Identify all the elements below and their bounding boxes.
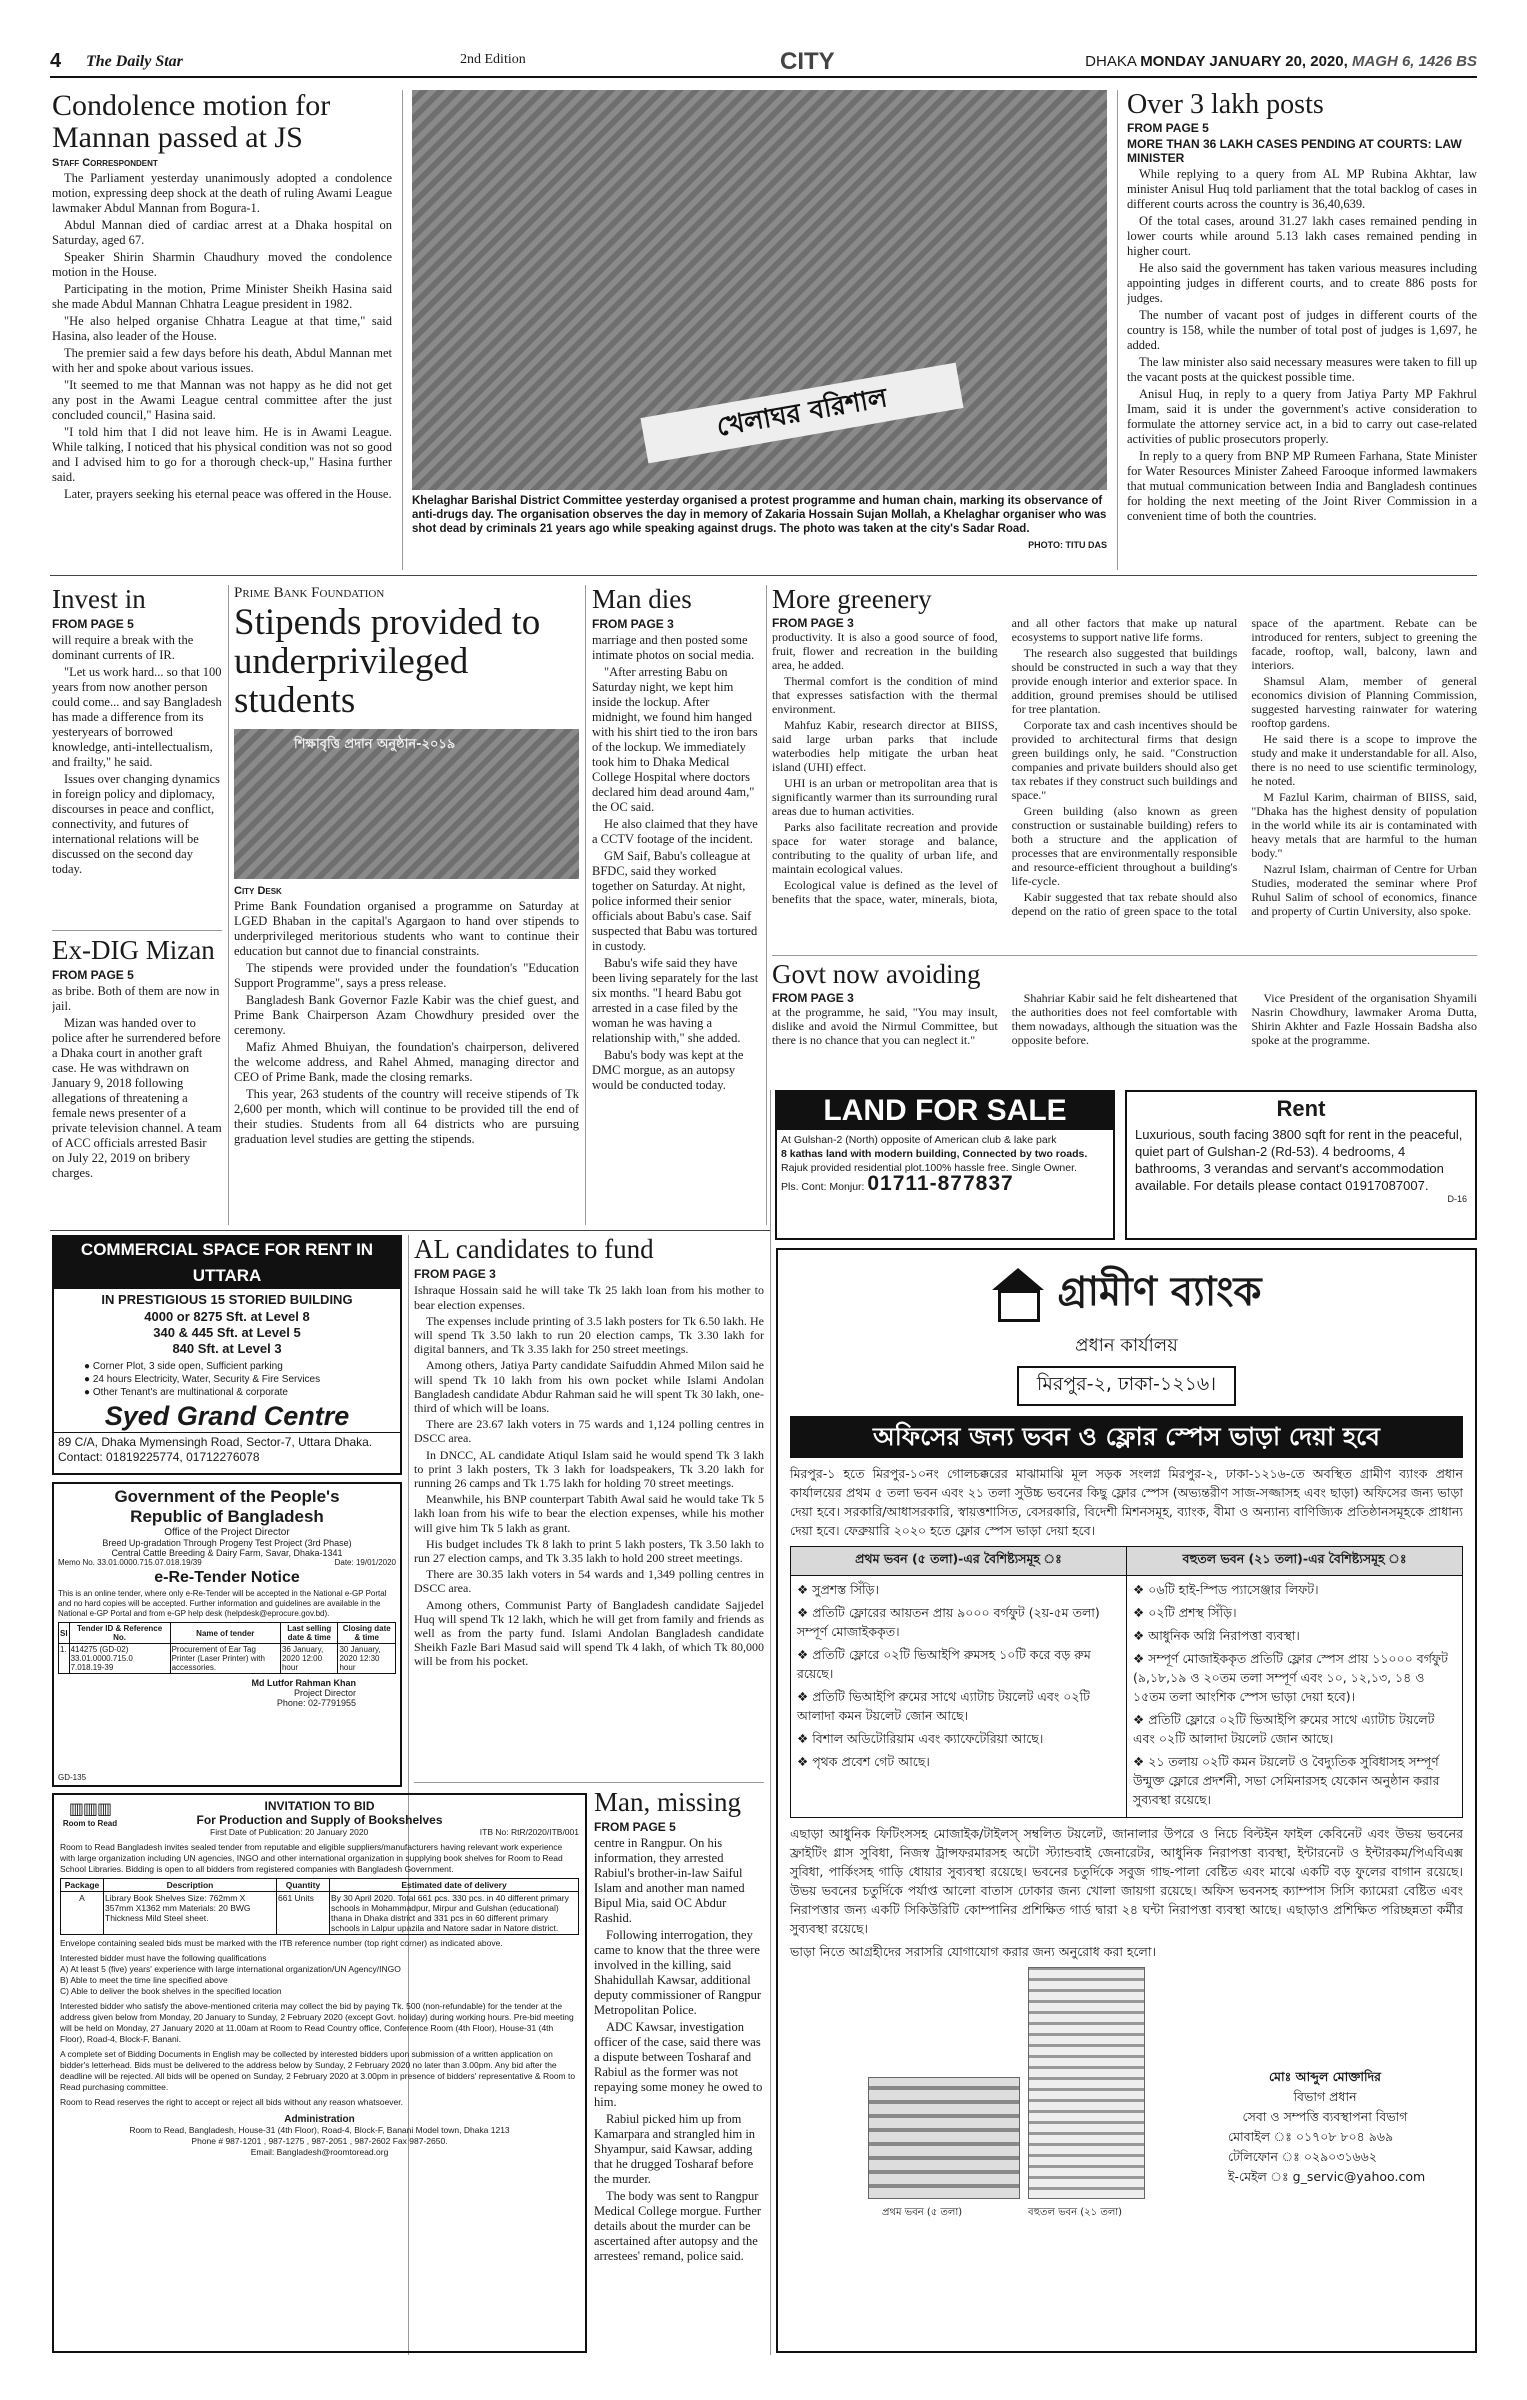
- condolence-body: The Parliament yesterday unanimously adopted a condolence motion, expressing deep shock at the death of ruling Awami League lawmaker Abdul Mannan from Bogura-1. Abdul Mannan died of cardiac arrest at a Dhaka hospital on Saturday, aged 67. Speaker Shirin Sharmin Chaudhury moved the condolence motion in the House. Participating in the motion, Prime Minister Sheikh Hasina said she made Abdul Mannan Chhatra League president in 1982. "He also helped organise Chhatra League at that time," said Hasina, also leader of the House. The premier said a few days before his death, Abdul Mannan met with her and spoke about various issues. "It seemed to me that Mannan was not happy as he did not get any post in the Awami League central committee after the just concluded council," Hasina said. "I told him that I did not leave him. He is in Awami League. While talking, I noticed that his physical condition was not so good and I advised him to go for a thorough check-up," Hasina further said. Later, prayers seeking his eternal peace was offered in the House.: [52, 171, 392, 501]
- land-ad-phone: 01711-877837: [867, 1172, 1014, 1195]
- photo-caption: Khelaghar Barishal District Committee yesterday organised a protest programme and human chain, marking its observance of anti-drugs day. The organisation observes the day in memory of Zakaria Hossain Sujan Mollah, a Khelaghar organiser who was shot dead by criminals 21 years ago while speaking against drugs. The photo was taken at the city's Sadar Road. PHOTO: TITU DAS: [412, 495, 1107, 550]
- lakh-body: While replying to a query from AL MP Rubina Akhtar, law minister Anisul Huq told parliament that the total backlog of cases in different courts across the country is 36,40,639. Of the total cases, around 31.27 lakh cases remained pending in lower courts while around 5.13 lakh cases remained pending in higher court. He also said the government has taken various measures including appointing judges in different courts, and to create 886 posts for judges. The number of vacant post of judges in different courts of the country is 158, while the number of total post of judges is 1,697, he added. The law minister also said necessary measures were taken to fill up the vacant posts at the quickest possible time. Anisul Huq, in reply to a query from Jatiya Party MP Fakhrul Imam, said it is under the government's active consideration to formulate the attorney service act, in a bid to carry out case-related activities of public prosecutors properly. In reply to a query from BNP MP Rumeen Farhana, State Minister for Water Resources Minister Zaheed Farooque informed lawmakers that mutual communication between India and Bangladesh continues for holding the next meeting of the Joint River Commission in a convenient time of both the countries.: [1127, 167, 1477, 524]
- dateline-bdate: MAGH 6, 1426 BS: [1351, 53, 1477, 70]
- photo-credit: PHOTO: TITU DAS: [1028, 540, 1107, 550]
- edition-label: 2nd Edition: [460, 52, 526, 67]
- commercial-ad-name: Syed Grand Centre: [104, 1401, 350, 1431]
- grameen-logo-icon: [992, 1268, 1044, 1320]
- section-title: CITY: [780, 50, 835, 75]
- al-candidates-article: AL candidates to fund FROM PAGE 3 Ishraque Hossain said he will take Tk 25 lakh loan from his mother to bear election expenses. The expenses include printing of 3.5 lakh posters for Tk 6.50 lakh. He will spend Tk 3.50 lakh to run 20 election camps, Tk 3.30 lakh for digital banners, and Tk 3.35 lakh for 250 street meetings. Among others, Jatiya Party candidate Saifuddin Ahmed Milon said he will spend Tk 10 lakh from his own pocket while Islami Andolan Bangladesh candidate Abdur Rahman said he will spent Tk 30 lakh, one-third of which will be loans. There are 23.67 lakh voters in 75 wards and 1,124 polling centres in DSCC area. In DNCC, AL candidate Atiqul Islam said he would spend Tk 3 lakh to print 3 lakh posters, Tk 3 lakh for loadspeakers, Tk 3.20 lakh for running 26 camps and Tk 1.75 lakh for holding 70 street meetings. Meanwhile, his BNP counterpart Tabith Awal said he would take Tk 5 lakh loan from his wife to bear the election expenses, while his mother will give him Tk 5 lakh as grant. His budget includes Tk 8 lakh to print 5 lakh posters, Tk 3.50 lakh to run 27 election camps, and Tk 3.35 lakh to hold 200 street meetings. There are 30.35 lakh voters in 54 wards and 1,349 polling centres in DSCC area. Among others, Communist Party of Bangladesh candidate Sajjedel Huq will spend Tk 12 lakh, which he will get from family and friends as well as from the party fund. Islami Andolan Bangladesh candidate Sheikh Fazle Bari Masud said will spend Tk 4 lakh, of which Tk 80,000 will be from his pocket.: [414, 1235, 764, 1669]
- mandies-article: Man dies FROM PAGE 3 marriage and then posted some intimate photos on social media. "After arresting Babu on Saturday night, we kept him inside the lockup. After midnight, we found him hanged with his shirt tied to the iron bars of the lockup. We immediately took him to Dhaka Medical College Hospital where doctors declared him dead around 4am," the OC said. He also claimed that they have a CCTV footage of the incident. GM Saif, Babu's colleague at BFDC, said they worked together on Saturday. At night, police informed their senior officials about Babu's case. Saif suspected that Babu was tortured in custody. Babu's wife said they have been living separately for the last six months. "I heard Babu got arrested in a case filed by the woman he was having a relationship with," she added. Babu's body was kept at the DMC morgue, as an autopsy would be conducted today.: [592, 585, 759, 1093]
- exdig-article: Ex-DIG Mizan FROM PAGE 5 as bribe. Both of them are now in jail. Mizan was handed over to police after he surrendered before a Dhaka court in another graft case. He was withdrawn on January 9, 2018 following allegations of threatening a female news presenter of a private television channel. A team of ACC officials arrested Basir on July 22, 2019 on bribery charges.: [52, 936, 222, 1181]
- grameen-features-table: প্রথম ভবন (৫ তলা)-এর বৈশিষ্ট্যসমূহ ঃ বহুতল ভবন (২১ তলা)-এর বৈশিষ্ট্যসমূহ ঃ ❖ সুপ্রশস্ত সিঁড়ি। ❖ প্রতিটি ফ্লোরের আয়তন প্রায় ৯০০০ বর্গফুট (২য়-৫ম তলা) সম্পূর্ণ মোজাইককৃত। ❖ প্রতিটি ফ্লোরে ০২টি ভিআইপি রুমসহ ১০টি করে বড় রুম রয়েছে। ❖ প্রতিটি ভিআইপি রুমের সাথে এ্যাটাচ টয়লেট এবং ০২টি আলাদা কমন টয়লেট জোন আছে। ❖ বিশাল অডিটোরিয়াম এবং ক্যাফেটেরিয়া আছে। ❖ পৃথক প্রবেশ গেট আছে। ❖ ০৬টি হাই-স্পিড প্যাসেঞ্জার লিফট। ❖ ০২টি প্রশস্থ সিঁড়ি। ❖ আধুনিক অগ্নি নিরাপত্তা ব্যবস্থা। ❖ সম্পূর্ণ মোজাইককৃত প্রতিটি ফ্লোর স্পেস প্রায় ১১০০০ বর্গফুট (৯,১৮,১৯ ও ২০তম তলা সম্পূর্ণ এবং ১০, ১২,১৩, ১৪ ও ১৫তম তলা আংশিক স্পেস ভাড়া দেয়া হবে)। ❖ প্রতিটি ফ্লোরে ০২টি ভিআইপি রুমের সাথে এ্যাটাচ টয়লেট এবং ০২টি আলাদা টয়লেট জোন আছে। ❖ ২১ তলায় ০২টি কমন টয়লেট ও বৈদ্যুতিক সুবিধাসহ সম্পূর্ণ উন্মুক্ত ফ্লোরে প্রদর্শনী, সভা সেমিনারসহ যেকোন অনুষ্ঠান করার সুব্যবস্থা রয়েছে।: [790, 1546, 1463, 1818]
- stipends-photo: শিক্ষাবৃত্তি প্রদান অনুষ্ঠান-২০১৯: [234, 729, 579, 879]
- lakh-headline: Over 3 lakh posts: [1127, 90, 1324, 120]
- commercial-space-ad: COMMERCIAL SPACE FOR RENT IN UTTARA IN PRESTIGIOUS 15 STORIED BUILDING 4000 or 8275 Sft. at Level 8 340 & 445 Sft. at Level 5 840 Sft. at Level 3 ● Corner Plot, 3 side open, Sufficient parking ● 24 hours Electricity, Water, Security & Fire Services ● Other Tenant's are multinational & corporate Syed Grand Centre 89 C/A, Dhaka Mymensingh Road, Sector-7, Uttara Dhaka. Contact: 01819225774, 01712276078: [52, 1235, 402, 1475]
- grameen-banner: অফিসের জন্য ভবন ও ফ্লোর স্পেস ভাড়া দেয়া হবে: [790, 1416, 1463, 1458]
- rent-ad: Rent Luxurious, south facing 3800 sqft for rent in the peaceful, quiet part of Gulshan-2 (Rd-53). 4 bedrooms, 4 bathrooms, 3 verandas and servant's accommodation available. For details please contact 01917087007. D-16: [1125, 1090, 1477, 1240]
- dateline: [1085, 53, 1477, 70]
- avoiding-article: Govt now avoiding FROM PAGE 3 at the programme, he said, "You may insult, dislike and avoid the Nirmul Committee, but there is no chance that you can neglect it." Shahriar Kabir said he felt disheartened that the authorities does not feel comfortable with them nowadays, although the situation was the opposite before. Vice President of the organisation Shyamili Nasrin Chowdhury, lawmaker Aroma Dutta, Shirin Akhter and Fazle Hossain Badsha also spoke at the programme.: [772, 960, 1477, 1048]
- paper-logo: The Daily Star: [86, 53, 183, 70]
- page-number: 4: [50, 50, 62, 72]
- masthead: [50, 50, 1477, 78]
- itb-table: Package Description Quantity Estimated date of delivery A Library Book Shelves Size: 762mm X 357mm X1362 mm Materials: 20 BWG Thickness Mild Steel sheet. 661 Units By 30 April 2020. Total 661 pcs. 330 pcs. in 40 different primary schools in Mohammadpur, Mirpur and Gulshan (educational) thana in Dhaka district and 331 pcs in 60 different primary schools in Lalpur upazila and Natore sadar in Natore district.: [60, 1878, 579, 1935]
- invest-article: Invest in FROM PAGE 5 will require a break with the dominant currents of IR. "Let us work hard... so that 100 years from now another person could come... and say Bangladesh has made a difference from its yesteryears of borrowed knowledge, anti-intellectualism, and frailty," he said. Issues over changing dynamics in foreign policy and diplomacy, discourses in peace and conflict, connectivity, and futures of international relations will be discussed on the second day today.: [52, 585, 222, 877]
- dateline-date: MONDAY JANUARY 20, 2020,: [1140, 53, 1348, 70]
- lakh-subhead: MORE THAN 36 LAKH CASES PENDING AT COURTS: LAW MINISTER: [1127, 137, 1462, 166]
- dateline-city: DHAKA: [1085, 53, 1137, 70]
- e-retender-notice: Government of the People's Republic of Bangladesh Office of the Project Director Breed Up-gradation Through Progeny Test Project (3rd Phase) Central Cattle Breeding & Dairy Farm, Savar, Dhaka-1341 Memo No. 33.01.0000.715.07.018.19/39 Date: 19/01/2020 e-Re-Tender Notice This is an online tender, where only e-Re-Tender will be accepted in the National e-GP Portal and no hard copies will be accepted. Further information and guidelines are available in the National e-GP Portal and from e-GP help desk (helpdesk@eprocure.gov.bd). Sl Tender ID & Reference No. Name of tender Last selling date & time Closing date & time 1. 414275 (GD-02) 33.01.0000.715.0 7.018.19-39 Procurement of Ear Tag Printer (Laser Printer) with accessories. 36 January, 2020 12:00 hour 30 January, 2020 12:30 hour Md Lutfor Rahman Khan Project Director Phone: 02-7791955 GD-135: [52, 1482, 402, 1787]
- condolence-headline: Condolence motion for Mannan passed at JS: [52, 90, 331, 154]
- grameen-bank-ad: গ্রামীণ ব্যাংক প্রধান কার্যালয় মিরপুর-২, ঢাকা-১২১৬। অফিসের জন্য ভবন ও ফ্লোর স্পেস ভাড়া দেয়া হবে মিরপুর-১ হতে মিরপুর-১০নং গোলচক্করের মাঝামাঝি মূল সড়ক সংলগ্ন মিরপুর-২, ঢাকা-১২১৬-তে অবস্থিত গ্রামীণ ব্যাংক প্রধান কার্যালয়ের প্রথম ৫ তলা ভবন এবং ২১ তলা সুউচ্চ ভবনের কিছু ফ্লোর স্পেস (অভ্যন্তরীণ সাজ-সজ্জাসহ এবং ছাড়া) অফিসের জন্য ভাড়া দেয়া হবে। সরকারি/আধাসরকারি, স্বায়ত্তশাসিত, বেসরকারি, বিদেশী মিশনসমূহ, ব্যাংক, বীমা ও অন্যান্য বাণিজ্যিক প্রতিষ্ঠানসমূহকে প্রাধান্য দেয়া হবে। ফেব্রুয়ারি ২০২০ হতে ফ্লোর স্পেস ভাড়া দেয়া হবে। প্রথম ভবন (৫ তলা)-এর বৈশিষ্ট্যসমূহ ঃ বহুতল ভবন (২১ তলা)-এর বৈশিষ্ট্যসমূহ ঃ ❖ সুপ্রশস্ত সিঁড়ি। ❖ প্রতিটি ফ্লোরের আয়তন প্রায় ৯০০০ বর্গফুট (২য়-৫ম তলা) সম্পূর্ণ মোজাইককৃত। ❖ প্রতিটি ফ্লোরে ০২টি ভিআইপি রুমসহ ১০টি করে বড় রুম রয়েছে। ❖ প্রতিটি ভিআইপি রুমের সাথে এ্যাটাচ টয়লেট এবং ০২টি আলাদা কমন টয়লেট জোন আছে। ❖ বিশাল অডিটোরিয়াম এবং ক্যাফেটেরিয়া আছে। ❖ পৃথক প্রবেশ গেট আছে। ❖ ০৬টি হাই-স্পিড প্যাসেঞ্জার লিফট। ❖ ০২টি প্রশস্থ সিঁড়ি। ❖ আধুনিক অগ্নি নিরাপত্তা ব্যবস্থা। ❖ সম্পূর্ণ মোজাইককৃত প্রতিটি ফ্লোর স্পেস প্রায় ১১০০০ বর্গফুট (৯,১৮,১৯ ও ২০তম তলা সম্পূর্ণ এবং ১০, ১২,১৩, ১৪ ও ১৫তম তলা আংশিক স্পেস ভাড়া দেয়া হবে)। ❖ প্রতিটি ফ্লোরে ০২টি ভিআইপি রুমের সাথে এ্যাটাচ টয়লেট এবং ০২টি আলাদা টয়লেট জোন আছে। ❖ ২১ তলায় ০২টি কমন টয়লেট ও বৈদ্যুতিক সুবিধাসহ সম্পূর্ণ উন্মুক্ত ফ্লোরে প্রদর্শনী, সভা সেমিনারসহ যেকোন অনুষ্ঠান করার সুব্যবস্থা রয়েছে। এছাড়া আধুনিক ফিটিংসসহ মোজাইক/টাইলস্ সম্বলিত টয়লেট, জানালার উপরে ও নিচে বিল্টইন ফাইল কেবিনেট এবং উভয় ভবনের ফ্রাইটিং গ্লাস সুবিধা, নিজস্ব ট্রান্সফরমারসহ অটো স্ট্যান্ডবাই জেনারেটর, আধুনিক নিরাপত্তা ব্যবস্থা, ইন্টারনেট ও ইন্টারকম/পিএবিএক্স সুবিধা, পার্কিংসহ গাড়ি ধোয়ার সুব্যবস্থা রয়েছে। ভবনের চতুর্দিকে সবুজ গাছ-পালা বেষ্টিত এবং মাঝে একটি বড় ফুলের বাগান রয়েছে। উভয় ভবনের চতুর্দিকে পর্যাপ্ত আলো বাতাস ঢোকার জন্য খোলা জায়গা রয়েছে। অফিস ভবনসহ ক্যাম্পাস সিসি ক্যামেরা বেষ্টিত এবং নিরাপত্তার জন্য একটি সিকিউরিটি কোম্পানির প্রশিক্ষিত গার্ড দ্বারা ২৪ ঘন্টা নিরাপত্তা ব্যবস্থা আছে। এছাড়াও প্রশিক্ষিত পরিচ্ছন্নতা কর্মীর সুব্যবস্থা রয়েছে। ভাড়া নিতে আগ্রহীদের সরাসরি যোগাযোগ করার জন্য অনুরোধ করা হলো। প্রথম ভবন (৫ তলা) বহুতল ভবন (২১ তলা) মোঃ আব্দুল মোক্তাদির বিভাগ প্রধান সেবা ও সম্পত্তি ব্যবস্থাপনা বিভাগ মোবাইল ঃ ০১৭০৮ ৮০৪ ৯৬৯ টেলিফোন ঃ ০২৯০৩১৬৬২ ই-মেইল ঃ g_servic@yahoo.com: [776, 1248, 1477, 2353]
- condolence-article: [52, 90, 392, 565]
- condolence-byline: Staff Correspondent: [52, 157, 158, 169]
- stipends-kicker: Prime Bank Foundation: [234, 585, 385, 601]
- tower-building-photo: [1028, 1967, 1145, 2199]
- photo-banner: খেলাঘর বরিশাল: [640, 363, 963, 464]
- invitation-to-bid-ad: ▥▥▥ Room to Read INVITATION TO BID For Production and Supply of Bookshelves First Date of Publication: 20 January 2020 ITB No: RtR/2020/ITB/001 Room to Read Bangladesh invites sealed tender from reputable and eligible suppliers/manufacturers having relevant work experience with large organization including UN agencies, INGO and other international organization in supplying book shelves for Room to Read School Libraries. Bidding is open to all bidders from registered companies with Bangladesh Government. Package Description Quantity Estimated date of delivery A Library Book Shelves Size: 762mm X 357mm X1362 mm Materials: 20 BWG Thickness Mild Steel sheet. 661 Units By 30 April 2020. Total 661 pcs. 330 pcs. in 40 different primary schools in Mohammadpur, Mirpur and Gulshan (educational) thana in Dhaka district and 331 pcs in 60 different primary schools in Lalpur upazila and Natore sadar in Natore district. Envelope containing sealed bids must be marked with the ITB reference number (top right corner) as indicated above. Interested bidder must have the following qualifications A) At least 5 (five) years' experience with large international organization/UN Agency/INGO B) Able to meet the time line specified above C) Able to deliver the book shelves in the specified location Interested bidder who satisfy the above-mentioned criteria may collect the bid by paying Tk. 500 (non-refundable) for the tender at the address given below from Monday, 20 January to Sunday, 2 February 2020 (except Govt. holiday) during working hours. Pre-bid meeting will be held on Monday, 27 January 2020 at 11.00am at Room to Read Country office, Conference Room (4th Floor), House-31 (4th Floor), Road-4, Block-F, Banani. A complete set of Bidding Documents in English may be collected by interested bidders upon submission of a written application on bidder's letterhead. Bids must be delivered to the address below by Sunday, 2 February 2020 no later than 3.00pm. Any bid after the deadline will be rejected. All bids will be opened on Sunday, 2 February 2020 at 3.00pm in presence of bidders' representative & Room to Read purchasing committee. Room to Read reserves the right to accept or reject all bids without any reason whatsoever. Administration Room to Read, Bangladesh, House-31 (4th Floor), Road-4, Block-F, Banani Model town, Dhaka 1213 Phone # 987-1201 , 987-1275 , 987-2051 , 987-2602 Fax 987-2650. Email: Bangladesh@roomtoread.org: [52, 1793, 587, 2353]
- human-chain-photo: [412, 90, 1107, 490]
- room-to-read-logo: ▥▥▥ Room to Read: [62, 1801, 118, 1828]
- man-missing-article: Man, missing FROM PAGE 5 centre in Rangpur. On his information, they arrested Rabiul's brother-in-law Saiful Islam and another man named Bipul Mia, said OC Abdur Rashid. Following interrogation, they came to know that the three were involved in the killing, said Shahidullah Kawsar, additional deputy commissioner of Rangpur Metropolitan Police. ADC Kawsar, investigation officer of the case, said there was a dispute between Tosharaf and Rabiul as the former was not repaying some money he owed to him. Rabiul picked him up from Kamarpara and strangled him in Shyampur, said Kawsar, adding that he drugged Tosharaf before the murder. The body was sent to Rangpur Medical College morgue. Further details about the murder can be ascertained after autopsy and the arrestees' remand, police said.: [594, 1788, 763, 2264]
- stipends-article: Prime Bank Foundation Stipends provided to underprivileged students শিক্ষাবৃত্তি প্রদান অনুষ্ঠান-২০১৯ City Desk Prime Bank Foundation organised a programme on Saturday at LGED Bhaban in the capital's Agargaon to hand over stipends to underprivileged meritorious students who want to continue their education but cannot due to financial constraints. The stipends were provided under the foundation's "Education Support Programme", says a press release. Bangladesh Bank Governor Fazle Kabir was the chief guest, and Prime Bank Chairperson Azam Chowdhury presided over the ceremony. Mafiz Ahmed Bhuiyan, the foundation's chairperson, delivered the welcome address, and Rahel Ahmed, managing director and CEO of Prime Bank, made the closing remarks. This year, 263 students of the country will receive stipends of Tk 2,600 per month, which will continue to be provided till the end of their studies. Students from all 64 districts who are pursuing graduation level studies are getting the stipends.: [234, 585, 579, 1146]
- tender-table: Sl Tender ID & Reference No. Name of tender Last selling date & time Closing date & time 1. 414275 (GD-02) 33.01.0000.715.0 7.018.19-39 Procurement of Ear Tag Printer (Laser Printer) with accessories. 36 January, 2020 12:00 hour 30 January, 2020 12:30 hour: [58, 1622, 396, 1674]
- lakh-article: Over 3 lakh posts FROM PAGE 5 MORE THAN 36 LAKH CASES PENDING AT COURTS: LAW MINISTER While replying to a query from AL MP Rubina Akhtar, law minister Anisul Huq told parliament that the total backlog of cases in different courts across the country is 36,40,639. Of the total cases, around 31.27 lakh cases remained pending in lower courts while around 5.13 lakh cases remained pending in higher court. He also said the government has taken various measures including appointing judges in different courts, and to create 886 posts for judges. The number of vacant post of judges in different courts of the country is 158, while the number of total post of judges is 1,697, he added. The law minister also said necessary measures were taken to fill up the vacant posts at the quickest possible time. Anisul Huq, in reply to a query from Jatiya Party MP Fakhrul Imam, said it is under the government's active consideration to formulate the attorney service act, in a bid to carry out case-related activities of public prosecutors properly. In reply to a query from BNP MP Rumeen Farhana, State Minister for Water Resources Minister Zaheed Farooque informed lawmakers that mutual communication between India and Bangladesh continues for holding the next meeting of the Joint River Commission in a convenient time of both the countries.: [1127, 90, 1477, 524]
- greenery-article: More greenery FROM PAGE 3 productivity. It is also a good source of food, fruit, flower and recreation in the building area, he added. Thermal comfort is the condition of mind that expresses satisfaction with the thermal environment. Mahfuz Kabir, research director at BIISS, said large urban parks that include waterbodies help mitigate the urban heat island (UHI) effect. UHI is an urban or metropolitan area that is significantly warmer than its surrounding rural areas due to human activities. Parks also facilitate recreation and provide space for water storage and balance, contributing to the quality of urban life, and maintain ecological values. Ecological value is defined as the level of benefits that the space, water, minerals, biota, and all other factors that make up natural ecosystems to support native life forms. The research also suggested that buildings should be constructed in such a way that they provide enough interior and exterior space. In addition, ground premises should be utilised for tree plantation. Corporate tax and cash incentives should be provided to architectural firms that design green buildings only, he said. "Construction companies and private builders should also get tax rebates if they construct such buildings and space." Green building (also known as green construction or sustainable building) refers to both a structure and the application of processes that are environmentally responsible and resource-efficient throughout a building's life-cycle. Kabir suggested that tax rebate should also depend on the ratio of green space to the total space of the apartment. Rebate can be introduced for renters, subject to greening the facade, rooftop, wall, balcony, lawn and interiors. Shamsul Alam, member of general economics division of Planning Commission, suggested harvesting rainwater for watering rooftop gardens. He said there is a scope to improve the study and make it understandable for all. Also, there is no need to use scientific terminology, he noted. M Fazlul Karim, chairman of BIISS, said, "Dhaka has the highest density of population in the world while its air is contaminated with heavy metals that are harmful to the human body." Nazrul Islam, chairman of Centre for Urban Studies, moderated the seminar where Prof Ruhul Salim of school of economics, finance and property of Curtin University, also spoke.: [772, 585, 1477, 919]
- land-for-sale-ad: LAND FOR SALE At Gulshan-2 (North) opposite of American club & lake park 8 kathas land with modern building, Connected by two roads. Rajuk provided residential plot.100% hassle free. Single Owner. Pls. Cont: Monjur: 01711-877837: [775, 1090, 1115, 1240]
- stipends-headline: Stipends provided to underprivileged students: [234, 602, 541, 721]
- five-storied-building-photo: [868, 2077, 1020, 2199]
- grameen-title: গ্রামীণ ব্যাংক: [1057, 1269, 1262, 1315]
- grameen-contact: মোঃ আব্দুল মোক্তাদির বিভাগ প্রধান সেবা ও সম্পত্তি ব্যবস্থাপনা বিভাগ মোবাইল ঃ ০১৭০৮ ৮০৪ ৯৬৯ টেলিফোন ঃ ০২৯০৩১৬৬২ ই-মেইল ঃ g_servic@yahoo.com: [1228, 2069, 1426, 2184]
